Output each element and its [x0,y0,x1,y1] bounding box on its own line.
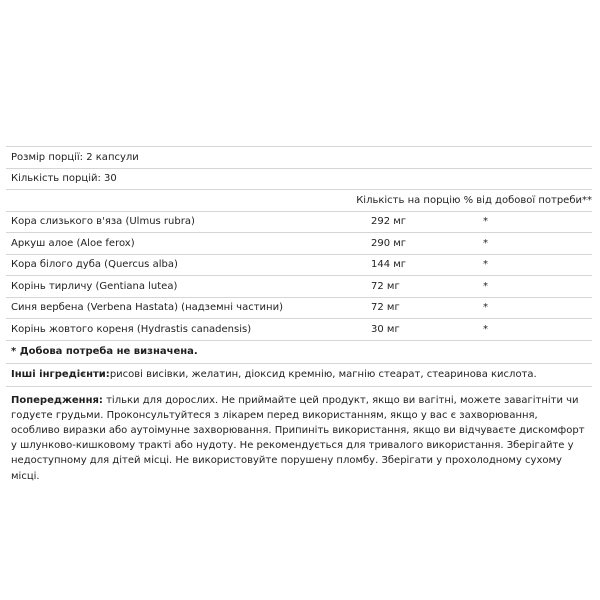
header-amount: Кількість на порцію [356,194,461,206]
other-ingredients [6,364,592,387]
servings-count: Кількість порцій: 30 [11,173,117,185]
ingredient-name: Корінь жовтого кореня (Hydrastis canadensis) [11,323,252,335]
serving-size: Розмір порції: 2 капсули [11,151,139,163]
other-ingredients-text: рисові висівки, желатин, діоксид кремнію, магнію стеарат, стеаринова кислота. [109,369,537,380]
warning-label: Попередження: [11,394,103,406]
ingredient-name: Кора слизького в'яза (Ulmus rubra) [11,216,195,228]
ingredient-daily-value: * [483,237,488,249]
daily-value-footnote-row [6,341,592,364]
table-row [6,276,592,298]
table-row [6,319,592,341]
servings-count-row [6,169,592,191]
ingredient-amount: 290 мг [371,237,407,249]
table-header-row [6,190,592,212]
ingredient-amount: 72 мг [371,280,400,292]
header-daily-value: % від добової потреби** [463,194,592,206]
ingredient-name: Кора білого дуба (Quercus alba) [11,259,178,271]
ingredient-amount: 30 мг [371,323,400,335]
ingredient-daily-value: * [483,302,488,314]
ingredient-daily-value: * [483,280,488,292]
table-row [6,233,592,255]
ingredient-name: Корінь тирличу (Gentiana lutea) [11,280,178,292]
daily-value-footnote: * Добова потреба не визначена. [11,346,198,357]
ingredient-amount: 144 мг [371,259,407,271]
warning-block [6,387,592,484]
table-row [6,298,592,320]
ingredient-name: Аркуш алое (Aloe ferox) [11,237,135,249]
other-ingredients-label: Інші інгредієнти: [11,369,110,380]
table-row [6,255,592,277]
supplement-facts-panel [6,146,592,484]
serving-size-row [6,147,592,169]
ingredient-amount: 292 мг [371,216,407,228]
table-row [6,212,592,234]
ingredient-amount: 72 мг [371,302,400,314]
ingredient-daily-value: * [483,323,488,335]
ingredient-daily-value: * [483,259,488,271]
ingredient-name: Синя вербена (Verbena Hastata) (надземні частини) [11,302,283,314]
ingredient-daily-value: * [483,216,488,228]
warning-text: тільки для дорослих. Не приймайте цей продукт, якщо ви вагітні, можете завагітніти чи годуєте грудьми. Проконсультуйтеся з лікарем перед використанням, якщо у вас є захворювання, особливо виразки або аутоімунне захворювання. Припиніть використання, якщо ви відчуваєте дискомфорт у шлунково-кишковому тракті або нудоту. Не рекомендується для тривалого використання. Зберігайте у недоступному для дітей місці. Не використовуйте порушену пломбу. Зберігати у прохолодному сухому місці. [11,394,585,482]
